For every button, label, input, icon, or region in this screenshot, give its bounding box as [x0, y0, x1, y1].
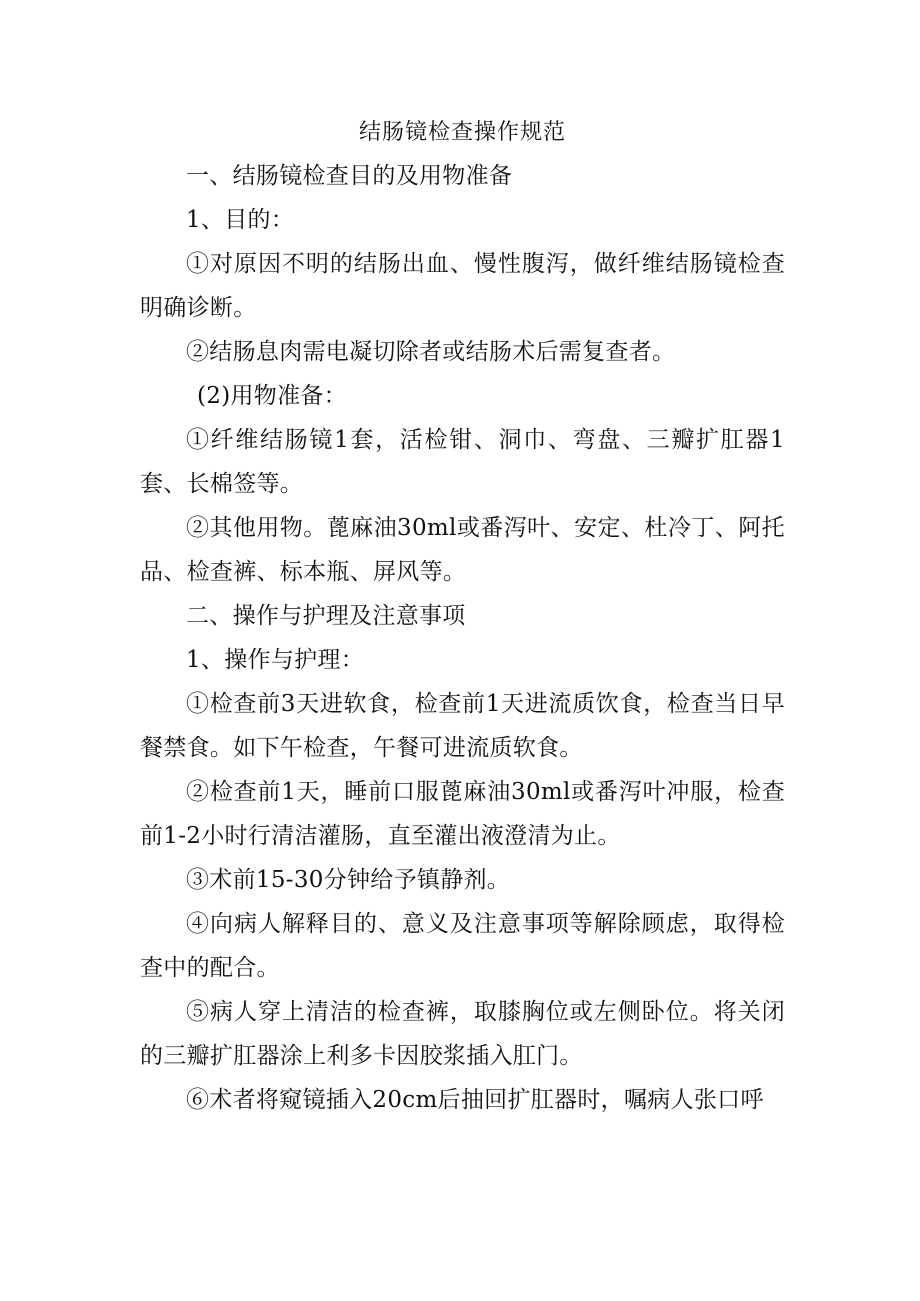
- operation-item-5: ⑤病人穿上清洁的检查裤，取膝胸位或左侧卧位。将关闭的三瓣扩肛器涂上利多卡因胶浆插入肛门。: [140, 999, 785, 1069]
- document-title: 结肠镜检查操作规范: [358, 120, 566, 145]
- supplies-item-1: ①纤维结肠镜1套，活检钳、洞巾、弯盘、三瓣扩肛器1套、长棉签等。: [140, 427, 785, 497]
- document-body: [140, 112, 785, 1122]
- section-heading-purpose-and-supplies: 一、结肠镜检查目的及用物准备: [186, 163, 513, 189]
- operation-item-6: ⑥术者将窥镜插入20cm后抽回扩肛器时，嘱病人张口呼: [186, 1087, 764, 1113]
- purpose-item-1: ①对原因不明的结肠出血、慢性腹泻，做纤维结肠镜检查明确诊断。: [140, 251, 785, 321]
- subheading-purpose: 1、目的：: [186, 207, 295, 233]
- operation-item-4: ④向病人解释目的、意义及注意事项等解除顾虑，取得检查中的配合。: [140, 911, 785, 981]
- supplies-item-2: ②其他用物。蓖麻油30ml或番泻叶、安定、杜冷丁、阿托品、检查裤、标本瓶、屏风等。: [140, 515, 785, 585]
- section-heading-operation-and-care: 二、操作与护理及注意事项: [186, 603, 466, 629]
- operation-item-3: ③术前15-30分钟给予镇静剂。: [186, 867, 511, 893]
- subheading-operation-and-care: 1、操作与护理：: [186, 647, 365, 673]
- operation-item-2: ②检查前1天，睡前口服蓖麻油30ml或番泻叶冲服，检查前1-2小时行清洁灌肠，直至灌出液澄清为止。: [140, 779, 785, 849]
- purpose-item-2: ②结肠息肉需电凝切除者或结肠术后需复查者。: [186, 339, 676, 365]
- operation-item-1: ①检查前3天进软食，检查前1天进流质饮食，检查当日早餐禁食。如下午检查，午餐可进流质软食。: [140, 691, 785, 761]
- subheading-supplies: (2)用物准备：: [197, 383, 347, 409]
